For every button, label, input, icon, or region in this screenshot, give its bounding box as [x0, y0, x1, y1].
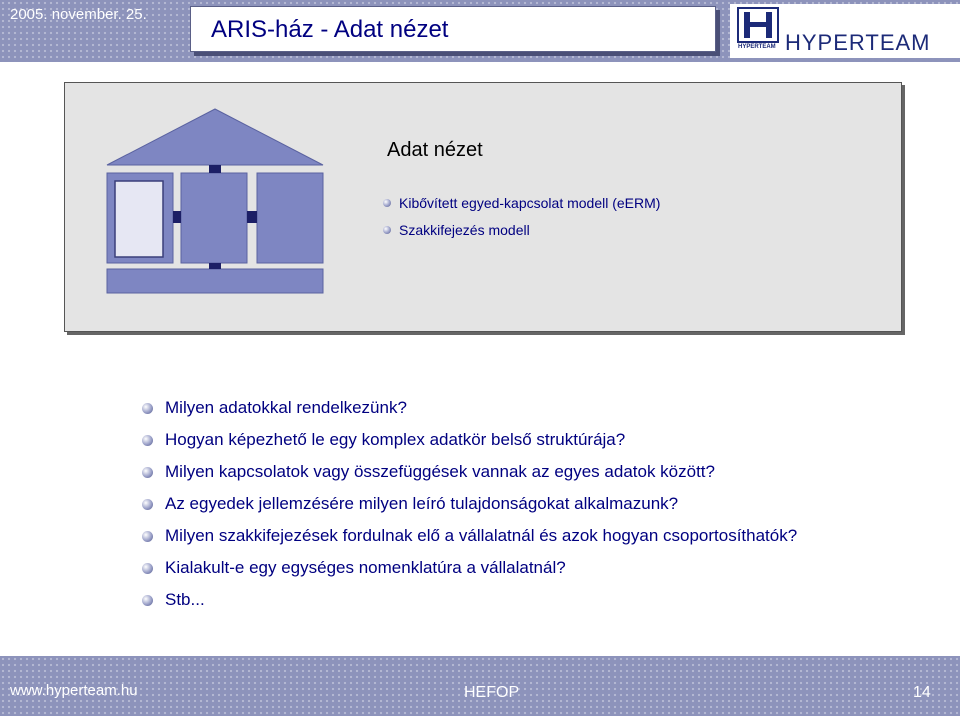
- list-item: [142, 584, 797, 616]
- data-view-list: [383, 189, 660, 243]
- list-item: [142, 424, 797, 456]
- bullet-icon: [142, 499, 153, 510]
- aris-house-icon: [105, 107, 325, 297]
- bullet-icon: [142, 595, 153, 606]
- logo-text: HYPERTEAM: [785, 30, 931, 55]
- question-text: Milyen szakkifejezések fordulnak elő a vállalatnál és azok hogyan csoportosíthatók?: [165, 526, 798, 545]
- list-item-text: Kibővített egyed-kapcsolat modell (eERM): [399, 194, 661, 211]
- question-text: Stb...: [165, 590, 205, 609]
- question-list: [142, 392, 797, 616]
- slide-title: ARIS-ház - Adat nézet: [211, 16, 449, 43]
- hyperteam-logo-icon: [736, 6, 780, 44]
- logo-subtext: HYPERTEAM: [738, 44, 776, 50]
- question-text: Milyen adatokkal rendelkezünk?: [165, 398, 407, 417]
- list-item: [383, 189, 660, 216]
- bullet-icon: [142, 563, 153, 574]
- list-item: [142, 392, 797, 424]
- footer-url: www.hyperteam.hu: [10, 682, 138, 699]
- page-number: 14: [913, 684, 931, 701]
- question-text: Kialakult-e egy egységes nomenklatúra a vállalatnál?: [165, 558, 566, 577]
- header-band: [0, 0, 960, 62]
- list-item: [142, 488, 797, 520]
- section-title: Adat nézet: [387, 139, 483, 161]
- bullet-icon: [383, 199, 391, 207]
- title-box: [190, 6, 716, 52]
- slide-date: 2005. november. 25.: [10, 6, 147, 23]
- bullet-icon: [383, 226, 391, 234]
- list-item: [142, 552, 797, 584]
- footer-center-label: HEFOP: [464, 684, 520, 701]
- question-text: Milyen kapcsolatok vagy összefüggések vannak az egyes adatok között?: [165, 462, 715, 481]
- bullet-icon: [142, 467, 153, 478]
- list-item-text: Szakkifejezés modell: [399, 221, 530, 238]
- list-item: [142, 456, 797, 488]
- bullet-icon: [142, 435, 153, 446]
- question-text: Az egyedek jellemzésére milyen leíró tulajdonságokat alkalmazunk?: [165, 494, 679, 513]
- list-item: [142, 520, 797, 552]
- footer-band: [0, 656, 960, 716]
- list-item: [383, 216, 660, 243]
- bullet-icon: [142, 531, 153, 542]
- data-view-box: [64, 82, 902, 332]
- bullet-icon: [142, 403, 153, 414]
- question-text: Hogyan képezhető le egy komplex adatkör belső struktúrája?: [165, 430, 626, 449]
- company-logo: [730, 4, 960, 58]
